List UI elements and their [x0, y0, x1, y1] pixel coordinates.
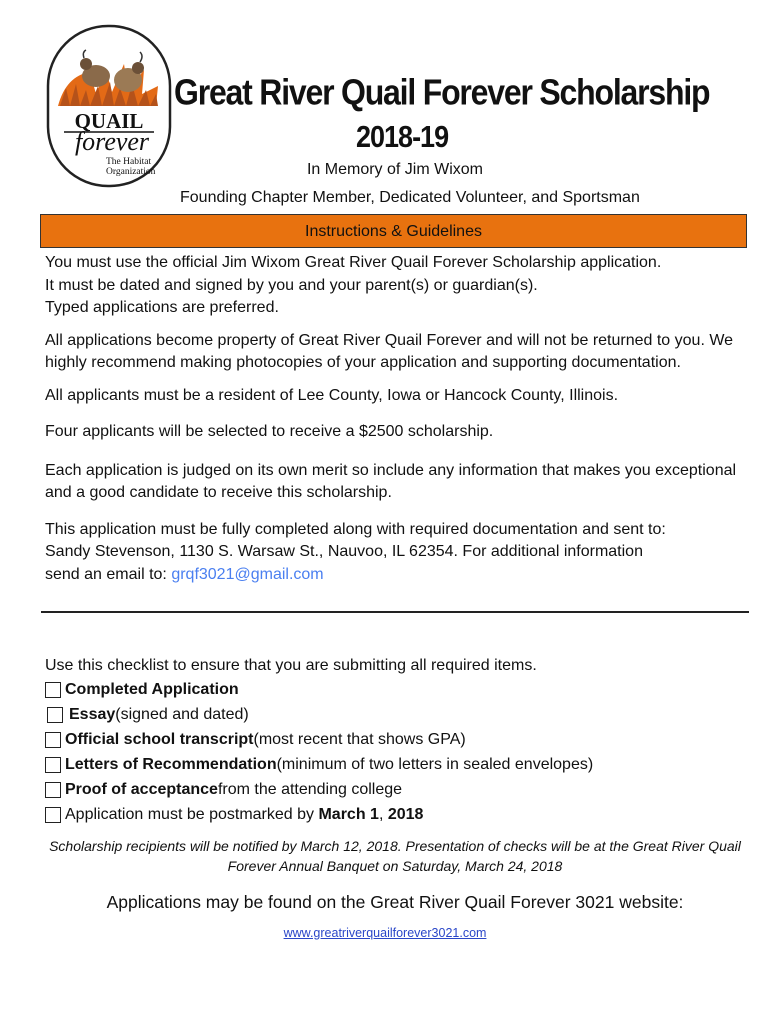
checklist-intro: Use this checklist to ensure that you are submitting all required items. [45, 657, 537, 674]
item-label: Letters of Recommendation [65, 755, 277, 773]
instruction-line: It must be dated and signed by you and your parent(s) or guardian(s). [45, 276, 538, 294]
checkbox[interactable] [45, 782, 61, 798]
checklist-item [45, 752, 750, 777]
instruction-line: This application must be fully completed along with required documentation and sent to: [45, 520, 666, 538]
instruction-paragraph: All applicants must be a resident of Lee County, Iowa or Hancock County, Illinois. [45, 386, 619, 404]
instructions-body [45, 252, 750, 586]
item-label: Official school transcript [65, 730, 254, 748]
deadline-year: 2018 [387, 805, 424, 823]
checkbox[interactable] [45, 807, 61, 823]
deadline-date: March 1 [318, 805, 379, 823]
item-detail: (signed and dated) [115, 705, 249, 723]
email-line [45, 564, 750, 587]
checklist-item [45, 777, 750, 802]
instruction-paragraph: Each application is judged on its own merit so include any information that makes you exceptional and a good candidate to receive this scholarship. [45, 461, 737, 501]
item-detail: from the attending college [217, 780, 403, 798]
applications-line: Applications may be found on the Great River Quail Forever 3021 website: [106, 892, 684, 912]
checkbox[interactable] [45, 682, 61, 698]
founding-line: Founding Chapter Member, Dedicated Volunteer, and Sportsman [180, 189, 640, 206]
page-title: Great River Quail Forever Scholarship [174, 72, 710, 113]
email-link[interactable]: grqf3021@gmail.com [171, 565, 324, 583]
instruction-paragraph: All applications become property of Great River Quail Forever and will not be returned to you. We highly recommend making photocopies of your application and supporting documentation. [45, 331, 734, 371]
instruction-line: Typed applications are preferred. [45, 299, 279, 316]
item-label: Proof of acceptance [65, 780, 218, 798]
checkbox[interactable] [47, 707, 63, 723]
svg-text:The Habitat: The Habitat [106, 157, 152, 167]
item-detail: Application must be postmarked by [65, 805, 319, 823]
instructions-banner: Instructions & Guidelines [40, 214, 747, 248]
email-prefix: send an email to: [45, 565, 167, 583]
checkbox[interactable] [45, 757, 61, 773]
svg-text:forever: forever [74, 127, 150, 156]
instruction-line: You must use the official Jim Wixom Great River Quail Forever Scholarship application. [45, 254, 662, 271]
item-detail: (minimum of two letters in sealed envelopes) [276, 755, 594, 773]
checklist [45, 655, 750, 827]
item-label: Completed Application [65, 680, 239, 698]
checkbox[interactable] [45, 732, 61, 748]
checklist-item [45, 677, 750, 702]
instruction-line: Sandy Stevenson, 1130 S. Warsaw St., Nauvoo, IL 62354. For additional information [45, 543, 643, 560]
section-divider [41, 611, 749, 613]
website-link[interactable]: www.greatriverquailforever3021.com [283, 926, 487, 940]
svg-text:QUAIL: QUAIL [74, 109, 144, 133]
item-detail: (most recent that shows GPA) [253, 730, 466, 748]
item-label: Essay [69, 705, 116, 723]
checklist-item [45, 702, 750, 727]
scholarship-year: 2018-19 [356, 120, 449, 154]
checklist-item [45, 802, 750, 827]
instruction-paragraph: Four applicants will be selected to receive a $2500 scholarship. [45, 423, 494, 440]
item-detail: , [378, 805, 388, 823]
svg-text:Organization: Organization [106, 167, 156, 177]
memory-line: In Memory of Jim Wixom [306, 161, 483, 178]
checklist-item [45, 727, 750, 752]
recipients-notice: Scholarship recipients will be notified by March 12, 2018. Presentation of checks will be at the Great River Quail Forever Annual Banquet on Saturday, March 24, 2018 [49, 838, 741, 874]
